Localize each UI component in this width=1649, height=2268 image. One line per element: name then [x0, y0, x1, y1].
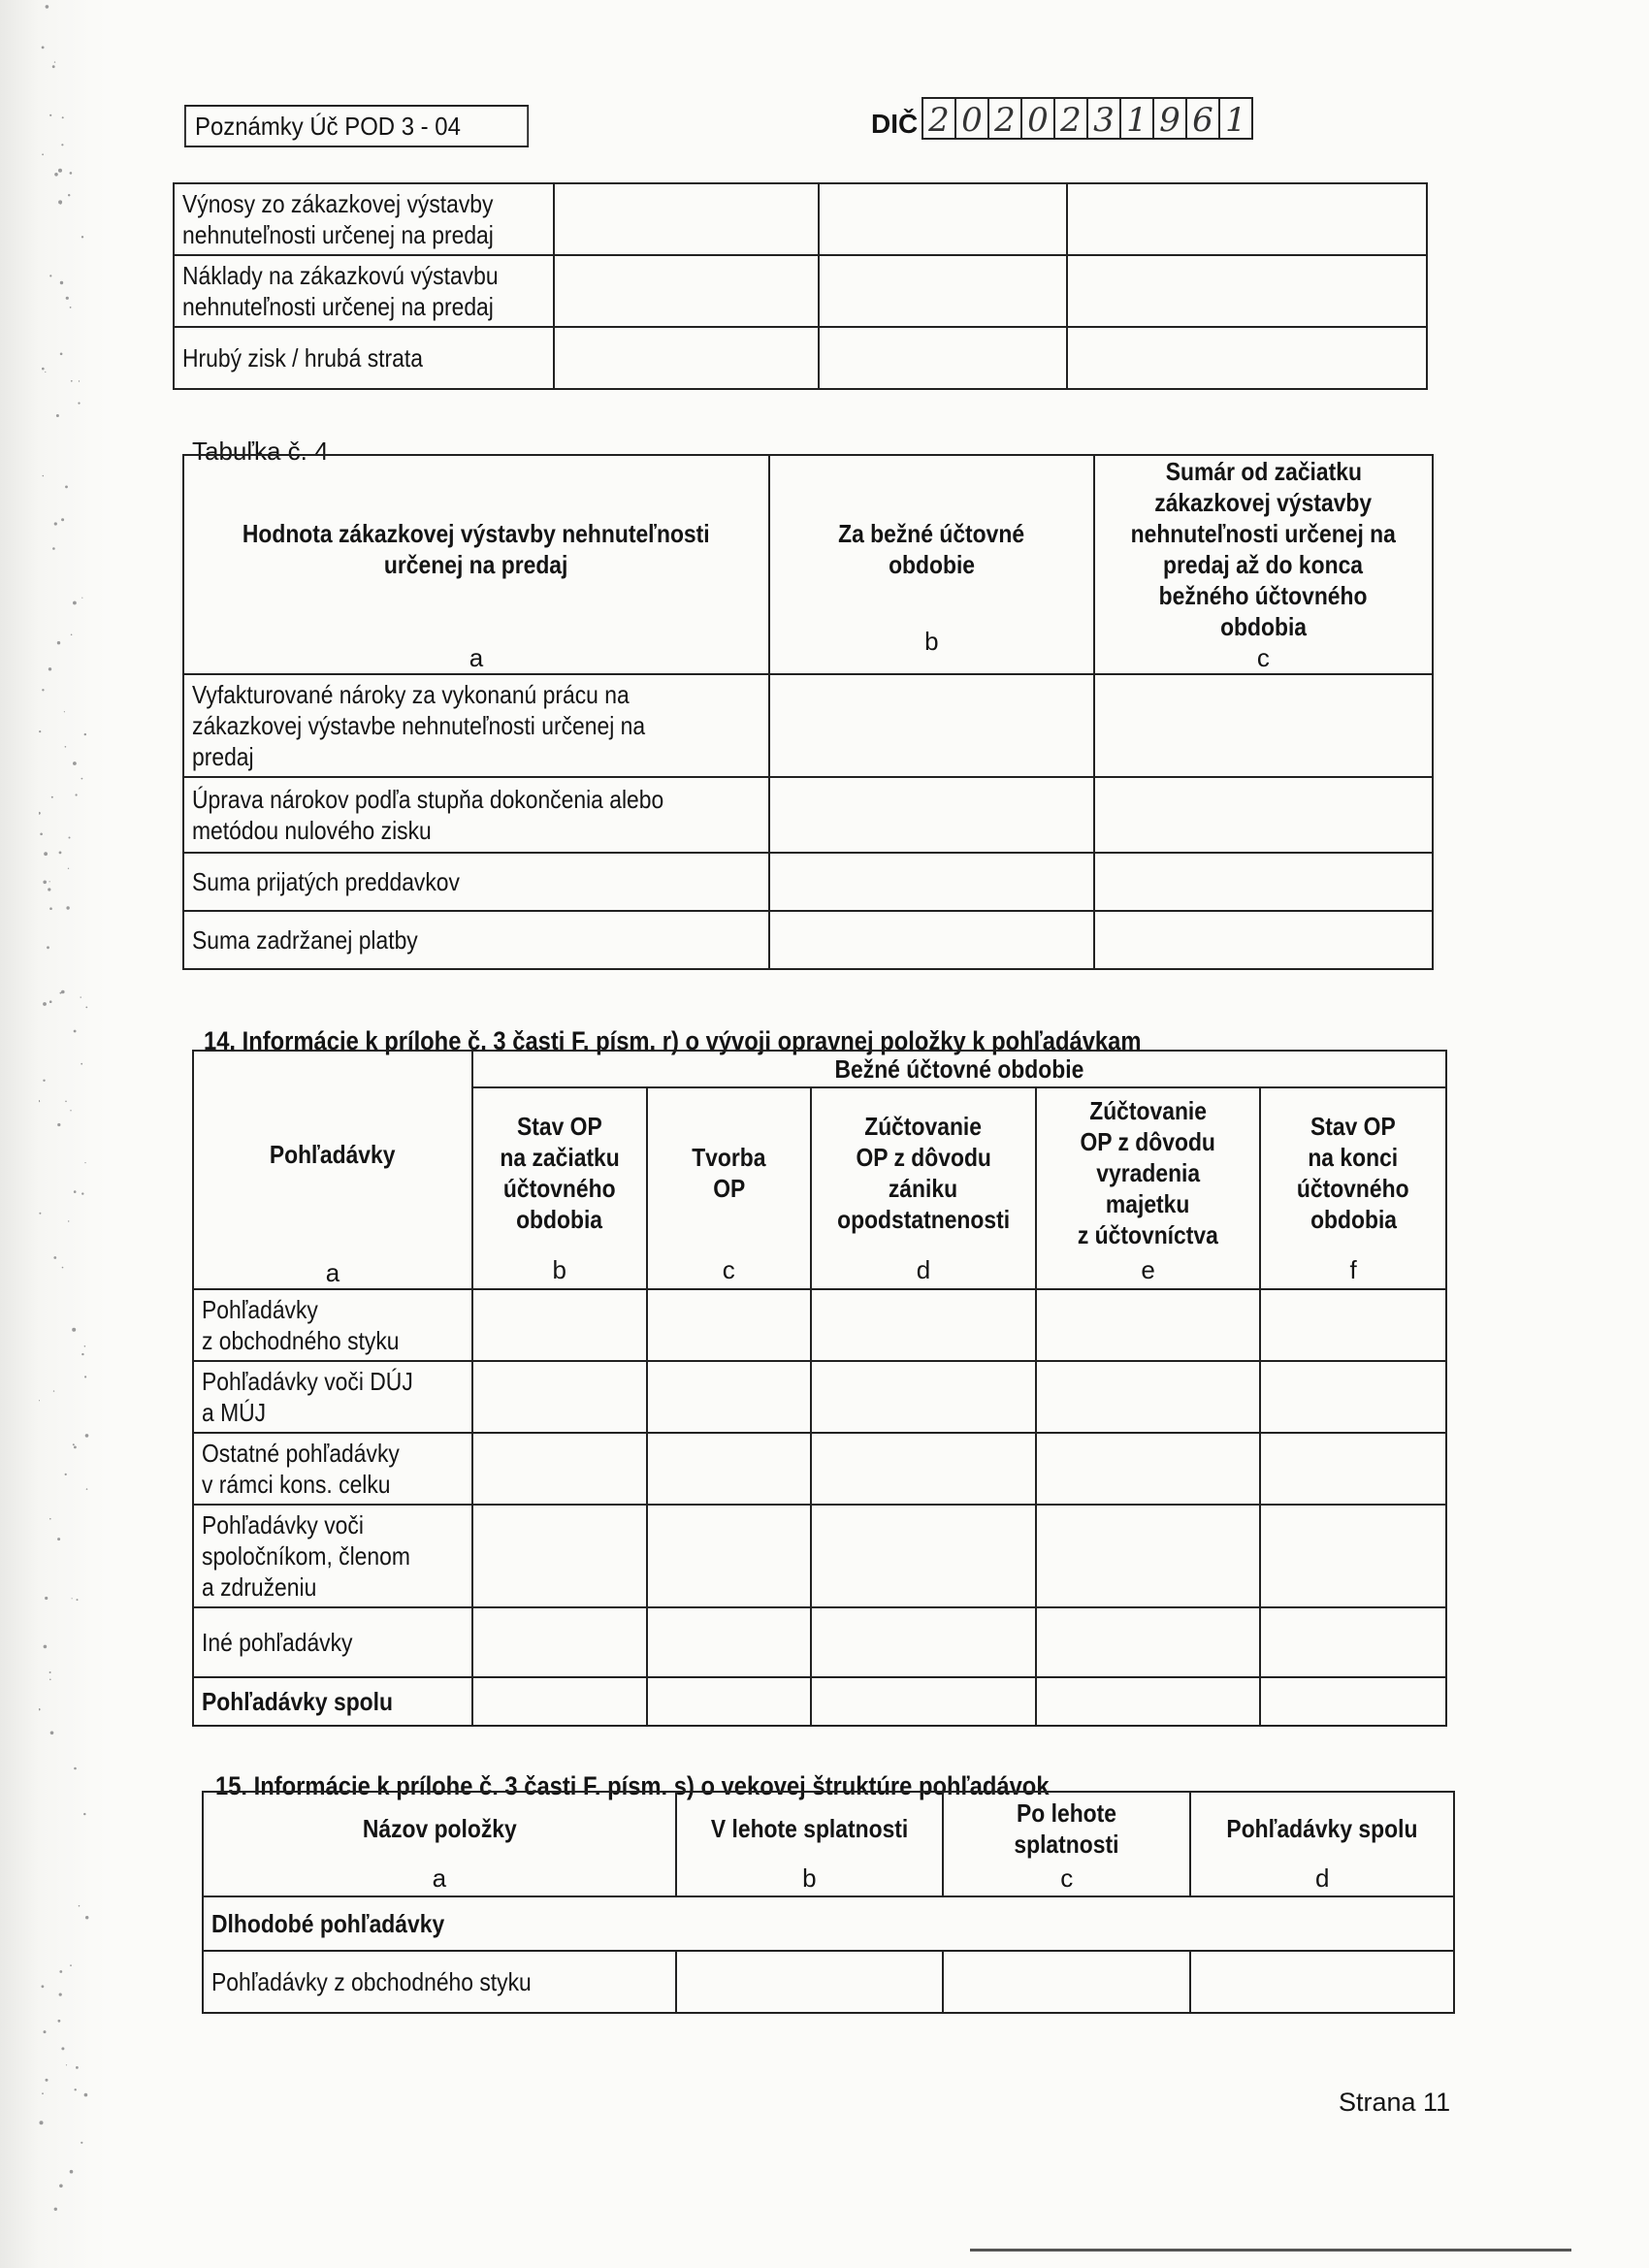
scan-speck — [57, 641, 60, 644]
scan-speck — [49, 881, 50, 882]
scan-speck — [62, 116, 64, 118]
section-15-title: 15. Informácie k prílohe č. 3 časti F. písm. s) o vekovej štruktúre pohľadávok — [215, 1771, 1050, 1800]
table15-group-label: Dlhodobé pohľadávky — [203, 1896, 1454, 1951]
scan-speck — [66, 2064, 67, 2065]
table14-row — [193, 1289, 1446, 1361]
table3-row — [174, 327, 1427, 389]
scan-speck — [43, 475, 45, 477]
table14-header-col: Stav OP na konci účtovného obdobia f — [1260, 1087, 1446, 1289]
column-letter: b — [802, 1863, 817, 1893]
table14-value-cell[interactable] — [472, 1361, 647, 1433]
scan-speck — [71, 634, 73, 636]
table14-value-cell[interactable] — [811, 1361, 1036, 1433]
table4-value-current[interactable] — [769, 777, 1094, 853]
scan-speck — [84, 1162, 85, 1163]
table4-value-current[interactable] — [769, 674, 1094, 777]
table14-period-row — [193, 1051, 1446, 1087]
column-letter: d — [916, 1255, 931, 1285]
form-code-box — [184, 105, 529, 147]
table15-header-col: Názov položky a — [203, 1792, 676, 1896]
table14-total-row — [193, 1677, 1446, 1726]
scan-speck — [39, 812, 41, 815]
scan-speck — [57, 1538, 60, 1540]
table4-header-a: Hodnota zákazkovej výstavby nehnuteľnosti určenej na predaj a — [183, 455, 769, 674]
table4-row — [183, 911, 1433, 969]
scan-speck — [39, 1213, 41, 1215]
table14-value-cell[interactable] — [1036, 1361, 1260, 1433]
table14-row-label: Iné pohľadávky — [193, 1607, 472, 1677]
table4-value-cumulative[interactable] — [1094, 674, 1433, 777]
column-letter: c — [1256, 643, 1270, 672]
scan-speck — [81, 778, 83, 780]
scan-speck — [74, 1767, 77, 1770]
table4-header-row — [183, 455, 1433, 674]
dic-digit-box: 2 — [987, 97, 1022, 140]
table14-total-cell[interactable] — [811, 1677, 1036, 1726]
scan-speck — [44, 852, 48, 856]
column-letter: b — [552, 1255, 566, 1285]
table-15 — [202, 1791, 1455, 2014]
scan-speck — [71, 380, 73, 382]
scan-speck — [66, 906, 69, 909]
page-number: Strana 11 — [1339, 2088, 1451, 2117]
scan-speck — [61, 518, 64, 521]
scan-speck — [53, 1390, 54, 1391]
table14-value-cell[interactable] — [1036, 1505, 1260, 1607]
table14-row-label: Pohľadávky z obchodného styku — [193, 1289, 472, 1361]
scan-speck — [74, 1446, 77, 1449]
table15-row-label: Pohľadávky z obchodného styku — [203, 1951, 676, 2013]
table14-total-cell[interactable] — [472, 1677, 647, 1726]
table14-value-cell[interactable] — [1260, 1289, 1446, 1361]
table3-value-cell[interactable] — [819, 255, 1066, 327]
table14-value-cell[interactable] — [811, 1289, 1036, 1361]
table14-value-cell[interactable] — [811, 1505, 1036, 1607]
scan-speck — [60, 992, 62, 994]
scan-speck — [79, 380, 80, 381]
scan-speck — [65, 1474, 67, 1475]
table3-value-cell[interactable] — [1067, 327, 1427, 389]
scan-speck — [78, 403, 80, 405]
scan-speck — [75, 2089, 77, 2090]
column-letter: f — [1349, 1255, 1357, 1285]
table14-value-cell[interactable] — [647, 1361, 811, 1433]
section-14-title: 14. Informácie k prílohe č. 3 časti F. písm. r) o vývoji opravnej položky k pohľadávkam — [204, 1026, 1142, 1055]
scan-speck — [64, 711, 65, 712]
table14-value-cell[interactable] — [472, 1607, 647, 1677]
table15-value-cell[interactable] — [943, 1951, 1190, 2013]
scan-speck — [72, 1328, 76, 1332]
scan-speck — [68, 194, 70, 196]
table14-total-cell[interactable] — [1260, 1677, 1446, 1726]
scan-speck — [50, 1732, 54, 1735]
scan-speck — [56, 414, 59, 417]
scan-speck — [85, 1916, 88, 1919]
scan-speck — [57, 1123, 60, 1126]
table3-value-cell[interactable] — [1067, 183, 1427, 255]
dic-digit-box: 3 — [1086, 97, 1121, 140]
scan-speck — [68, 1220, 69, 1221]
scan-speck — [70, 1110, 71, 1111]
table-14 — [192, 1050, 1447, 1727]
table4-value-cumulative[interactable] — [1094, 777, 1433, 853]
scan-speck — [52, 65, 55, 68]
scan-speck — [53, 1256, 56, 1259]
table14-header-col: Zúčtovanie OP z dôvodu zániku opodstatnenosti d — [811, 1087, 1036, 1289]
table4-row-label: Suma prijatých preddavkov — [183, 853, 769, 911]
scan-speck — [73, 761, 77, 765]
scan-speck — [85, 1007, 87, 1009]
scan-speck — [49, 907, 52, 910]
scan-speck — [54, 2208, 57, 2211]
scan-speck — [59, 2185, 63, 2188]
scan-speck — [84, 733, 86, 735]
scan-speck — [42, 368, 45, 371]
table15-group-row — [203, 1896, 1454, 1951]
scan-speck — [81, 1192, 83, 1194]
table15-header-col: V lehote splatnosti b — [676, 1792, 943, 1896]
table14-row-label: Pohľadávky voči DÚJ a MÚJ — [193, 1361, 472, 1433]
scan-speck — [81, 598, 82, 599]
scan-speck — [43, 881, 47, 885]
table4-row — [183, 777, 1433, 853]
table14-total-cell[interactable] — [1036, 1677, 1260, 1726]
scan-speck — [49, 275, 51, 276]
table14-value-cell[interactable] — [1036, 1433, 1260, 1505]
scan-speck — [81, 1063, 82, 1065]
scan-speck — [83, 1813, 85, 1815]
scan-speck — [43, 1002, 47, 1006]
scan-speck — [52, 547, 55, 550]
dic-digit-box: 9 — [1152, 97, 1187, 140]
table14-value-cell[interactable] — [1260, 1433, 1446, 1505]
table14-header-col: Stav OP na začiatku účtovného obdobia b — [472, 1087, 647, 1289]
table3-row-label: Hrubý zisk / hrubá strata — [174, 327, 554, 389]
scan-speck — [61, 990, 65, 994]
table14-value-cell[interactable] — [1036, 1289, 1260, 1361]
scan-speck — [47, 946, 49, 949]
dic-label: DIČ — [871, 109, 919, 139]
table3-value-cell[interactable] — [1067, 255, 1427, 327]
scan-speck — [81, 2142, 82, 2144]
scan-speck — [77, 1599, 79, 1601]
scan-speck — [54, 173, 58, 177]
table3-value-cell[interactable] — [819, 327, 1066, 389]
scan-speck — [86, 1488, 88, 1490]
scan-speck — [85, 1434, 89, 1438]
table14-row-label: Ostatné pohľadávky v rámci kons. celku — [193, 1433, 472, 1505]
column-letter: a — [325, 1258, 340, 1287]
scan-speck — [81, 236, 83, 238]
table4-row-label: Vyfakturované nároky za vykonanú prácu na zákazkovej výstavbe nehnuteľnosti určenej na predaj — [183, 674, 769, 777]
scan-speck — [44, 2030, 47, 2033]
scan-speck — [40, 833, 43, 836]
table15-header-row — [203, 1792, 1454, 1896]
scan-speck — [70, 307, 72, 308]
scan-speck — [76, 794, 78, 795]
column-letter: e — [1141, 1255, 1155, 1285]
table15-header-col: Pohľadávky spolu d — [1190, 1792, 1454, 1896]
scan-speck — [65, 746, 67, 748]
table14-value-cell[interactable] — [1036, 1607, 1260, 1677]
scan-speck — [70, 172, 73, 175]
scan-speck — [45, 1597, 48, 1600]
scan-speck — [42, 2092, 44, 2094]
table3-value-cell[interactable] — [554, 327, 819, 389]
table4-row-label: Suma zadržanej platby — [183, 911, 769, 969]
scan-speck — [66, 297, 69, 300]
scan-speck — [68, 868, 69, 869]
table14-value-cell[interactable] — [472, 1433, 647, 1505]
scan-speck — [84, 1376, 86, 1377]
scan-speck — [65, 1101, 67, 1103]
scan-speck — [61, 2047, 64, 2050]
dic-digit-box: 0 — [1020, 97, 1055, 140]
table14-total-cell[interactable] — [647, 1677, 811, 1726]
scan-speck — [84, 2093, 88, 2097]
table3-value-cell[interactable] — [554, 183, 819, 255]
table3-row — [174, 183, 1427, 255]
table4-row-label: Úprava nárokov podľa stupňa dokončenia alebo metódou nulového zisku — [183, 777, 769, 853]
scan-speck — [42, 689, 44, 691]
column-letter: c — [1060, 1863, 1074, 1893]
scan-speck — [81, 1353, 83, 1355]
table14-value-cell[interactable] — [647, 1433, 811, 1505]
table14-total-label: Pohľadávky spolu — [193, 1677, 472, 1726]
scan-speck — [43, 1080, 45, 1082]
scan-speck — [65, 486, 68, 489]
table4-caption: Tabuľka č. 4 — [192, 437, 329, 466]
scan-speck — [49, 114, 51, 116]
dic-digit-box: 2 — [922, 97, 956, 140]
scan-speck — [42, 153, 44, 155]
table4-value-cumulative[interactable] — [1094, 853, 1433, 911]
scan-speck — [45, 372, 46, 373]
scan-speck — [44, 1645, 48, 1649]
table14-value-cell[interactable] — [647, 1607, 811, 1677]
table14-header-col: Tvorba OP c — [647, 1087, 811, 1289]
scan-speck — [74, 1030, 77, 1033]
table14-header-a: Pohľadávky a — [193, 1051, 472, 1289]
table14-value-cell[interactable] — [1260, 1505, 1446, 1607]
scan-speck — [60, 353, 63, 356]
table4-row — [183, 853, 1433, 911]
table4-value-current[interactable] — [769, 853, 1094, 911]
form-code: Poznámky Úč POD 3 - 04 — [195, 112, 461, 141]
dic-digit-box: 1 — [1218, 97, 1253, 140]
table3-row-label: Náklady na zákazkovú výstavbu nehnuteľnosti určenej na predaj — [174, 255, 554, 327]
table14-row — [193, 1361, 1446, 1433]
scan-speck — [39, 1708, 41, 1710]
scan-speck — [40, 2121, 44, 2124]
table15-value-cell[interactable] — [676, 1951, 943, 2013]
table15-row — [203, 1951, 1454, 2013]
table4-row — [183, 674, 1433, 777]
scan-speck — [58, 2020, 61, 2023]
scan-speck — [48, 888, 50, 891]
table14-row-label: Pohľadávky voči spoločníkom, členom a združeniu — [193, 1505, 472, 1607]
scan-specks — [39, 0, 97, 2268]
table14-row — [193, 1607, 1446, 1677]
table14-value-cell[interactable] — [647, 1505, 811, 1607]
scan-speck — [49, 1518, 51, 1520]
table14-value-cell[interactable] — [472, 1289, 647, 1361]
scan-speck — [46, 5, 49, 9]
table14-row — [193, 1433, 1446, 1505]
dic-digit-box: 0 — [954, 97, 989, 140]
scan-speck — [54, 522, 57, 525]
table4-value-cumulative[interactable] — [1094, 911, 1433, 969]
column-letter: a — [469, 643, 484, 672]
table14-row — [193, 1505, 1446, 1607]
scan-speck — [73, 601, 77, 605]
table15-header-col: Po lehote splatnosti c — [943, 1792, 1190, 1896]
table14-value-cell[interactable] — [811, 1607, 1036, 1677]
table3-row — [174, 255, 1427, 327]
scan-speck — [72, 1598, 73, 1599]
column-letter: b — [924, 627, 939, 656]
dic-boxes — [922, 97, 1251, 140]
scan-speck — [76, 2066, 79, 2069]
scan-speck — [51, 796, 53, 798]
table3-value-cell[interactable] — [819, 183, 1066, 255]
table4-value-current[interactable] — [769, 911, 1094, 969]
scan-speck — [79, 1905, 81, 1907]
table4-header-c: Sumár od začiatku zákazkovej výstavby nehnuteľnosti určenej na predaj až do konca bežného účtovného obdobia c — [1094, 455, 1433, 674]
scan-speck — [49, 1671, 51, 1673]
scan-speck — [39, 1100, 40, 1102]
table14-header-col: Zúčtovanie OP z dôvodu vyradenia majetku z účtovníctva e — [1036, 1087, 1260, 1289]
column-letter: c — [722, 1255, 735, 1285]
dic-digit-box: 2 — [1053, 97, 1088, 140]
table-construction-result — [173, 182, 1428, 390]
scan-speck — [58, 200, 62, 204]
table3-value-cell[interactable] — [554, 255, 819, 327]
scan-speck — [73, 1443, 75, 1445]
scan-speck — [54, 61, 55, 62]
bottom-rule — [970, 2249, 1571, 2252]
table15-value-cell[interactable] — [1190, 1951, 1454, 2013]
scan-speck — [58, 169, 62, 173]
scan-speck — [48, 667, 51, 670]
scan-speck — [42, 1985, 45, 1988]
scan-speck — [42, 47, 45, 49]
scan-speck — [61, 144, 63, 146]
scan-speck — [39, 730, 41, 732]
table14-period-header: Bežné účtovné obdobie — [472, 1051, 1446, 1087]
scan-speck — [70, 2170, 74, 2174]
table14-value-cell[interactable] — [1260, 1361, 1446, 1433]
scan-speck — [74, 1190, 77, 1193]
scan-speck — [60, 281, 63, 284]
table14-value-cell[interactable] — [1260, 1607, 1446, 1677]
table4-header-b: Za bežné účtovné obdobie b — [769, 455, 1094, 674]
column-letter: d — [1315, 1863, 1330, 1893]
scan-speck — [84, 1345, 86, 1347]
scan-speck — [39, 1400, 40, 1401]
column-letter: a — [432, 1863, 447, 1893]
dic-digit-box: 6 — [1185, 97, 1220, 140]
table14-value-cell[interactable] — [472, 1505, 647, 1607]
scan-speck — [49, 1679, 51, 1681]
dic-digit-box: 1 — [1119, 97, 1154, 140]
scan-speck — [62, 1267, 64, 1269]
scan-speck — [59, 852, 62, 855]
scan-speck — [70, 1964, 72, 1966]
scan-speck — [69, 837, 71, 839]
scan-speck — [46, 2079, 48, 2082]
table3-row-label: Výnosy zo zákazkovej výstavby nehnuteľnosti určenej na predaj — [174, 183, 554, 255]
table-4 — [182, 454, 1434, 970]
table14-value-cell[interactable] — [647, 1289, 811, 1361]
table14-value-cell[interactable] — [811, 1433, 1036, 1505]
scan-speck — [59, 1970, 62, 1973]
scan-speck — [49, 1000, 52, 1003]
scan-speck — [59, 1993, 62, 1996]
